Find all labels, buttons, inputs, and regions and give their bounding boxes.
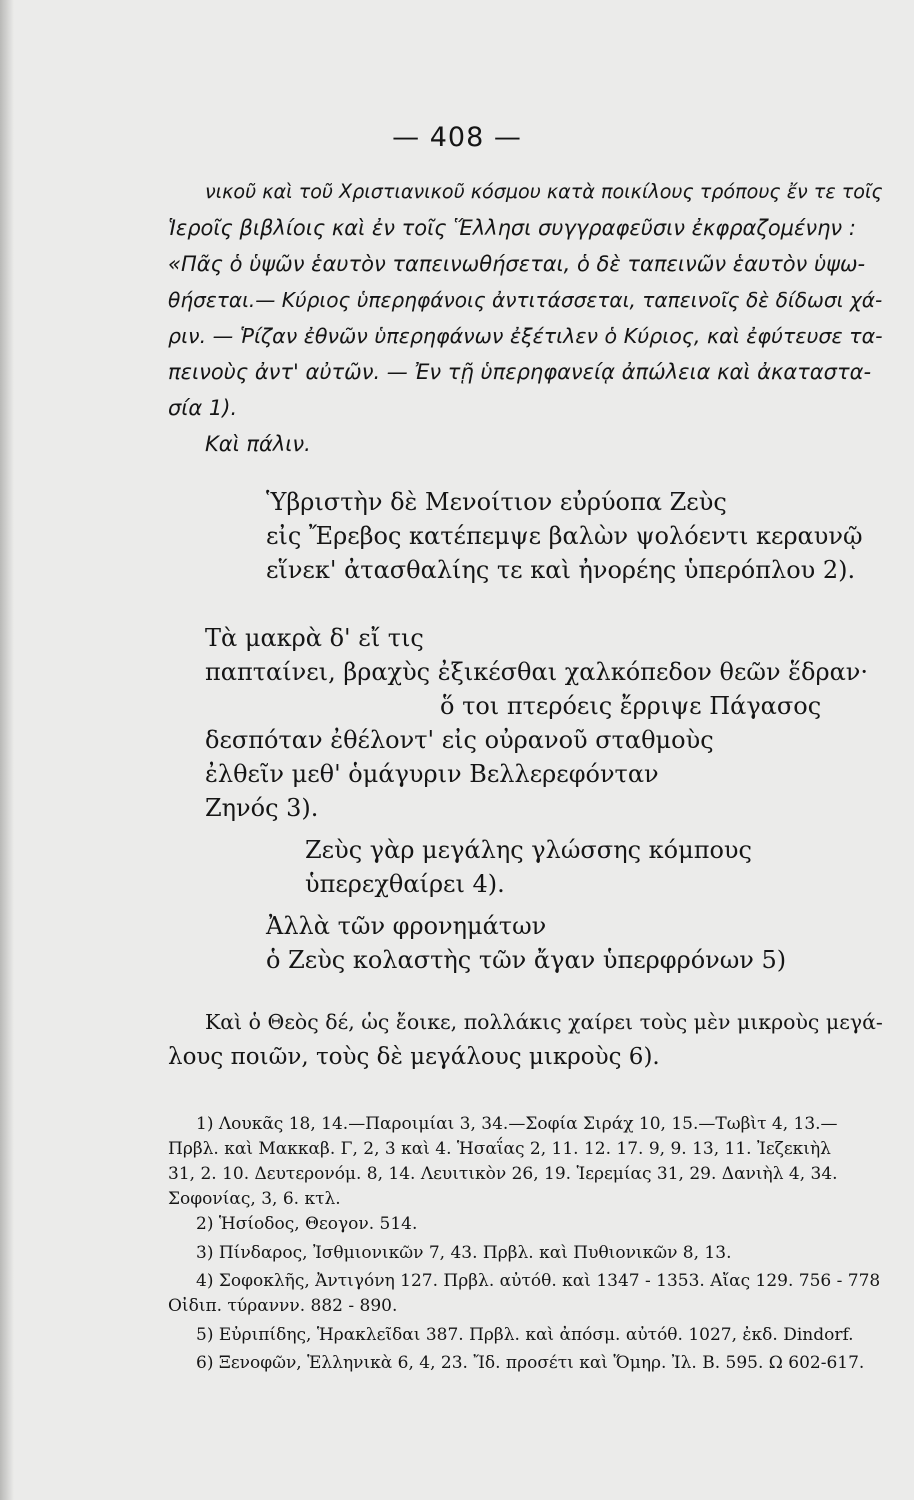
footnote-4-line-2: Οἰδιπ. τύραννν. 882 - 890. [168,1296,398,1316]
verse1-line-1: Ὑβριστὴν δὲ Μενοίτιον εὐρύοπα Ζεὺς [266,488,727,516]
verse2-line-2: παπταίνει, βραχὺς ἐξικέσθαι χαλκόπεδον θεῶν ἕδραν· [205,658,869,686]
footnote-6: 6) Ξενοφῶν, Ἑλληνικὰ 6, 4, 23. Ἴδ. προσέτι καὶ Ὅμηρ. Ἰλ. Β. 595. Ω 602-617. [196,1353,865,1373]
verse2-line-4: δεσπόταν ἐθέλοντ' εἰς οὐρανοῦ σταθμοὺς [205,726,714,754]
paragraph1-line-7: σία 1). [168,396,238,420]
paragraph1-line-3: «Πᾶς ὁ ὑψῶν ἑαυτὸν ταπεινωθήσεται, ὁ δὲ ταπεινῶν ἑαυτὸν ὑψω- [168,252,866,276]
page-number: — 408 — [392,122,522,153]
verse4-line-2: ὁ Ζεὺς κολαστὴς τῶν ἄγαν ὑπερφρόνων 5) [266,946,787,974]
footnote-1-line-2: Πρβλ. καὶ Μακκαβ. Γ, 2, 3 καὶ 4. Ἡσαΐας 2, 11. 12. 17. 9, 9. 13, 11. Ἰεζεκιὴλ [168,1139,831,1159]
verse2-line-1: Τὰ μακρὰ δ' εἴ τις [205,624,424,652]
paragraph1-line-2: Ἱεροῖς βιβλίοις καὶ ἐν τοῖς Ἕλλησι συγγραφεῦσιν ἐκφραζομένην : [168,216,856,240]
verse2-line-3: ὅ τοι πτερόεις ἔρριψε Πάγασος [440,692,822,720]
footnote-1-line-3: 31, 2. 10. Δευτερονόμ. 8, 14. Λευιτικὸν 26, 19. Ἱερεμίας 31, 29. Δανιὴλ 4, 34. [168,1164,838,1184]
verse2-line-6: Ζηνός 3). [205,794,319,822]
verse2-line-5: ἐλθεῖν μεθ' ὁμάγυριν Βελλερεφόνταν [205,760,659,788]
footnote-5: 5) Εὐριπίδης, Ἡρακλεῖδαι 387. Πρβλ. καὶ ἀπόσμ. αὐτόθ. 1027, ἐκδ. Dindorf. [196,1325,854,1345]
footnote-2: 2) Ἡσίοδος, Θεογον. 514. [196,1214,418,1234]
footnote-3: 3) Πίνδαρος, Ἰσθμιονικῶν 7, 43. Πρβλ. καὶ Πυθιονικῶν 8, 13. [196,1243,732,1263]
paragraph1-line-6: πεινοὺς ἀντ' αὐτῶν. — Ἐν τῇ ὑπερηφανείᾳ ἀπώλεια καὶ ἀκαταστα- [168,360,872,384]
verse1-line-3: εἵνεκ' ἀτασθαλίης τε καὶ ἠνορέης ὑπερόπλου 2). [266,556,856,584]
verse3-line-1: Ζεὺς γὰρ μεγάλης γλώσσης κόμπους [305,836,752,864]
footnote-1-line-1: 1) Λουκᾶς 18, 14.—Παροιμίαι 3, 34.—Σοφία Σιράχ 10, 15.—Τωβὶτ 4, 13.— [196,1114,838,1134]
verse3-line-2: ὑπερεχθαίρει 4). [305,870,505,898]
footnote-1-line-4: Σοφονίας, 3, 6. κτλ. [168,1189,341,1209]
paragraph2-line-1: Καὶ ὁ Θεὸς δέ, ὡς ἔοικε, πολλάκις χαίρει τοὺς μὲν μικροὺς μεγά- [205,1010,883,1034]
verse4-line-1: Ἀλλὰ τῶν φρονημάτων [266,912,547,940]
paragraph2-line-2: λους ποιῶν, τοὺς δὲ μεγάλους μικροὺς 6). [168,1044,660,1070]
footnote-4-line-1: 4) Σοφοκλῆς, Ἀντιγόνη 127. Πρβλ. αὐτόθ. καὶ 1347 - 1353. Αἴας 129. 756 - 778 [196,1271,881,1291]
paragraph1-line-4: θήσεται.— Κύριος ὑπερηφάνοις ἀντιτάσσεται, ταπεινοῖς δὲ δίδωσι χά- [168,288,883,312]
paragraph1-line-8: Καὶ πάλιν. [205,432,311,456]
page-edge-shadow [0,0,14,1500]
verse1-line-2: εἰς Ἔρεβος κατέπεμψε βαλὼν ψολόεντι κεραυνῷ [266,522,863,550]
paragraph1-line-1: νικοῦ καὶ τοῦ Χριστιανικοῦ κόσμου κατὰ ποικίλους τρόπους ἔν τε τοῖς [205,180,883,203]
paragraph1-line-5: ριν. — Ῥίζαν ἐθνῶν ὑπερηφάνων ἐξέτιλεν ὁ Κύριος, καὶ ἐφύτευσε τα- [168,324,883,348]
